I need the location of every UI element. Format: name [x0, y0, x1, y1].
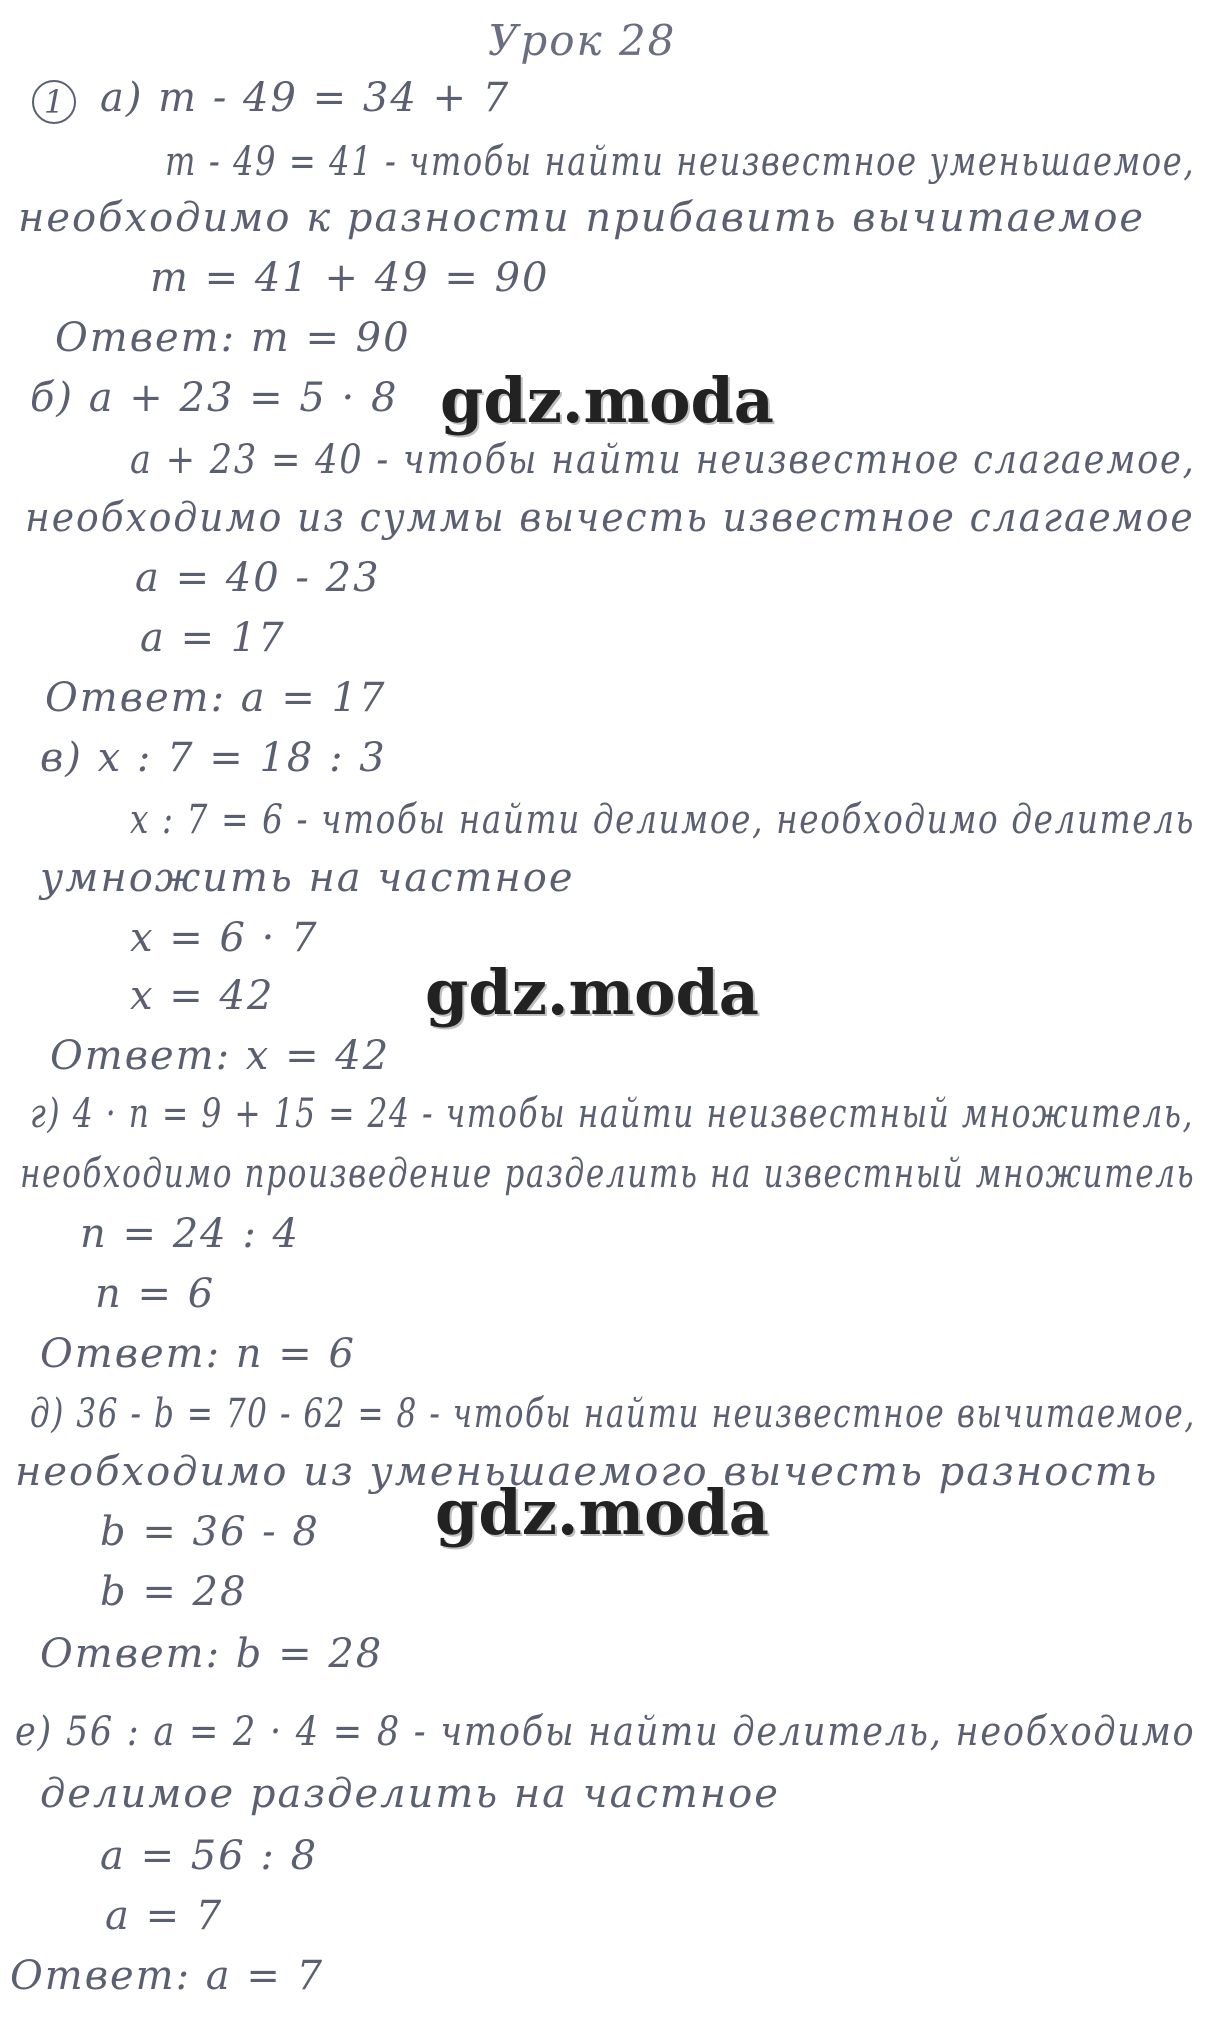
line-b-solution: a = 40 - 23 [135, 555, 381, 601]
line-v-answer: Ответ: x = 42 [50, 1033, 391, 1079]
line-d-solution: b = 36 - 8 [100, 1509, 320, 1555]
line-e-answer: Ответ: a = 7 [10, 1953, 325, 1999]
line-d-rule: необходимо из уменьшаемого вычесть разность [15, 1449, 1159, 1495]
line-g-result: n = 6 [95, 1271, 216, 1317]
line-d-result: b = 28 [100, 1569, 248, 1615]
line-e-rule: делимое разделить на частное [40, 1771, 780, 1817]
watermark-1: gdz.moda [440, 364, 774, 437]
line-g-answer: Ответ: n = 6 [40, 1331, 356, 1377]
line-g-solution: n = 24 : 4 [80, 1211, 300, 1257]
line-g-equation: г) 4 · n = 9 + 15 = 24 - чтобы найти неизвестный множитель, [30, 1091, 1194, 1137]
task-number: 1 [32, 80, 76, 124]
watermark-2: gdz.moda [425, 956, 759, 1029]
line-e-equation: е) 56 : a = 2 · 4 = 8 - чтобы найти делитель, необходимо [15, 1709, 1196, 1755]
line-v-solution: x = 6 · 7 [130, 915, 319, 961]
watermark-3: gdz.moda [435, 1476, 769, 1549]
line-b-equation: б) a + 23 = 5 · 8 [30, 375, 399, 421]
line-b-rule: необходимо из суммы вычесть известное слагаемое [25, 495, 1195, 541]
line-b-result: a = 17 [140, 615, 286, 661]
line-a-rule: необходимо к разности прибавить вычитаемое [18, 195, 1146, 241]
line-b-answer: Ответ: a = 17 [45, 675, 387, 721]
line-v-equation: в) x : 7 = 18 : 3 [40, 735, 387, 781]
line-v-step: x : 7 = 6 - чтобы найти делимое, необходимо делитель [130, 797, 1196, 843]
line-a-answer: Ответ: m = 90 [55, 315, 411, 361]
line-a-solution: m = 41 + 49 = 90 [150, 255, 550, 301]
line-b-step: a + 23 = 40 - чтобы найти неизвестное слагаемое, [130, 437, 1196, 483]
line-e-solution: a = 56 : 8 [100, 1833, 319, 1879]
line-d-equation: д) 36 - b = 70 - 62 = 8 - чтобы найти неизвестное вычитаемое, [30, 1391, 1196, 1437]
line-g-rule: необходимо произведение разделить на известный множитель [20, 1151, 1196, 1197]
lesson-title: Урок 28 [488, 16, 677, 65]
line-e-result: a = 7 [105, 1893, 224, 1939]
line-v-rule: умножить на частное [40, 855, 575, 901]
line-v-result: x = 42 [130, 973, 275, 1019]
line-d-answer: Ответ: b = 28 [40, 1631, 384, 1677]
line-a-step: m - 49 = 41 - чтобы найти неизвестное уменьшаемое, [165, 139, 1196, 185]
line-a-equation: а) m - 49 = 34 + 7 [100, 75, 511, 121]
